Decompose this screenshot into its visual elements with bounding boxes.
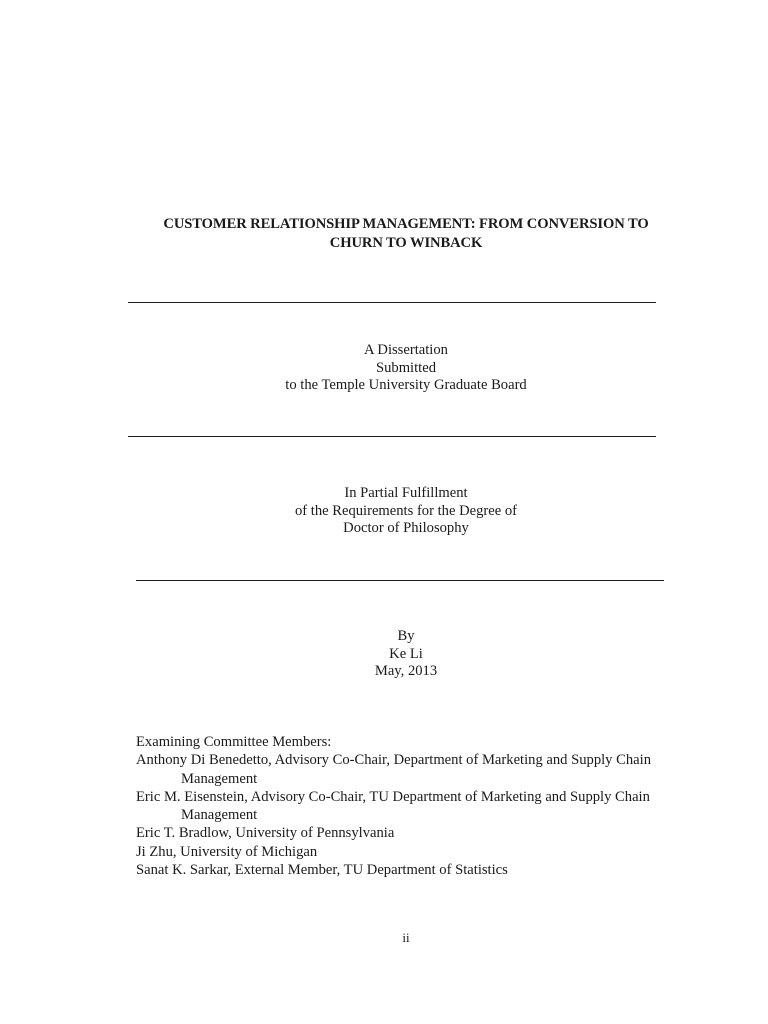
horizontal-rule-2 [128,436,656,437]
committee-member-2: Eric M. Eisenstein, Advisory Co-Chair, TU Department of Marketing and Supply Chain [136,788,650,805]
fulfillment-line-2: of the Requirements for the Degree of [294,502,518,519]
submission-block [0,342,768,395]
title-line-2: CHURN TO WINBACK [329,235,483,251]
fulfillment-line-3: Doctor of Philosophy [343,520,469,536]
committee-heading: Examining Committee Members: [136,734,332,750]
by-label: By [397,628,415,644]
horizontal-rule-1 [128,302,656,303]
committee-member-2-continuation: Management [181,807,258,824]
submission-date: May, 2013 [374,663,438,679]
horizontal-rule-3 [136,580,664,581]
committee-member-1-continuation: Management [181,770,258,787]
committee-list [136,733,651,879]
dissertation-title [140,215,672,253]
committee-member-3: Eric T. Bradlow, University of Pennsylvania [136,825,395,842]
committee-member-4: Ji Zhu, University of Michigan [136,843,318,860]
title-line-1: CUSTOMER RELATIONSHIP MANAGEMENT: FROM CONVERSION TO [163,216,649,232]
fulfillment-block [0,485,768,538]
author-name: Ke Li [389,645,423,662]
committee-member-5: Sanat K. Sarkar, External Member, TU Department of Statistics [136,862,508,879]
page-number: ii [402,930,410,945]
submission-line-3: to the Temple University Graduate Board [285,377,527,393]
fulfillment-line-1: In Partial Fulfillment [344,485,468,501]
submission-line-2: Submitted [376,359,436,376]
committee-member-1: Anthony Di Benedetto, Advisory Co-Chair, Department of Marketing and Supply Chain [136,752,651,769]
author-block [0,628,768,681]
submission-line-1: A Dissertation [364,342,448,358]
